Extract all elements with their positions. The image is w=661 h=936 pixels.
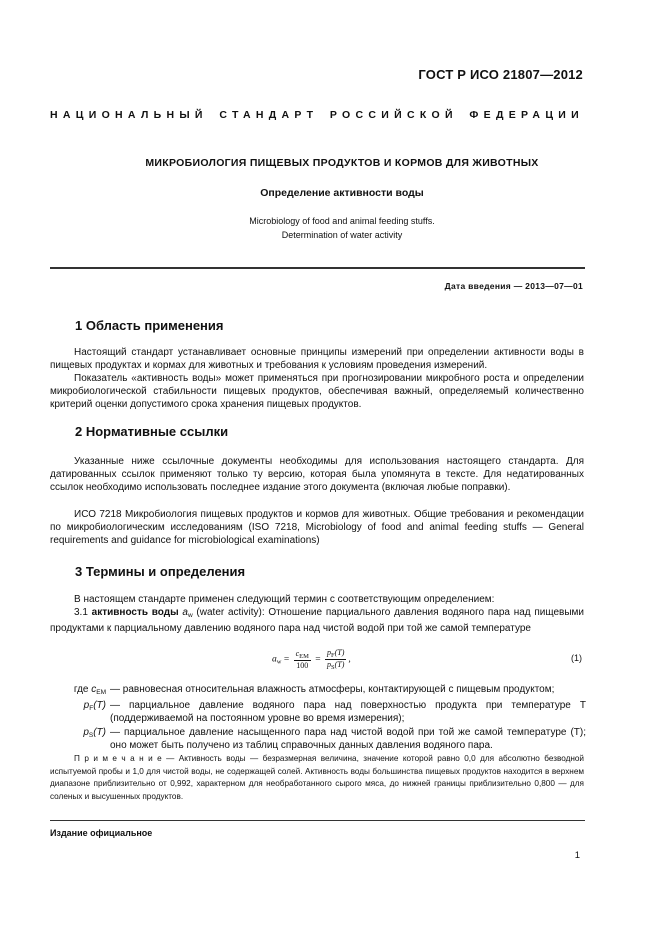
section-1-paragraph-1 [50, 346, 584, 372]
document-subtitle: Определение активности воды [260, 187, 424, 199]
banner-word: СТАНДАРТ [219, 109, 319, 121]
equation-number: (1) [571, 653, 582, 663]
section-2-paragraph-2 [50, 508, 584, 548]
eq-frac2-top-arg: (T) [334, 648, 345, 657]
paragraph-text: В настоящем стандарте применен следующий термин с соответствующим определением: [74, 594, 495, 605]
section-3-paragraph-1 [50, 593, 584, 606]
definition-symbol: где $c_{EM}$ [73, 684, 106, 696]
definition-symbol: $p_F(T)$ [83, 700, 106, 713]
term-definition-text: (water activity): Отношение парциального давления водяного пара над пищевыми продуктами к парциальному давлению водяного пара над чистой водой при той же самой температуре [50, 607, 585, 635]
eq-frac1-top-sub: EM [299, 653, 309, 660]
gost-number: ГОСТ Р ИСО 21807—2012 [418, 67, 583, 82]
official-edition-label: Издание официальное [50, 828, 153, 838]
section-2-paragraph-1 [50, 455, 584, 495]
note-paragraph [50, 753, 584, 803]
eq-frac2-top: p [326, 648, 331, 657]
eq-equals-2: = [315, 654, 321, 665]
equation-water-activity [272, 648, 351, 671]
paragraph-text: Указанные ниже ссылочные документы необходимы для использования настоящего стандарта. Для датированных ссылок применяют только ту версию, которая была упомянута в тексте. Для недатированных ссылок необходимо использовать последнее издание этого документа (включая любые поправки). [50, 456, 584, 494]
date-of-introduction: Дата введения — 2013—07—01 [444, 281, 583, 291]
term-symbol-sub: w [187, 612, 193, 619]
term-definition-3-1 [50, 606, 584, 635]
term-symbol: a [182, 607, 188, 618]
term-number: 3.1 [74, 607, 88, 618]
eq-frac1-top: c [295, 649, 300, 658]
definition-text: — парциальное давление насыщенного пара над чистой водой при той же самой температуре (T); оно может быть получено из таблиц справочных данных давления водяного пара. [110, 726, 586, 751]
eq-frac2-bottom-arg: (T) [334, 660, 345, 669]
banner-word: ФЕДЕРАЦИИ [469, 109, 584, 121]
section-2-heading: 2 Нормативные ссылки [75, 424, 229, 439]
definition-symbol: $p_S(T)$ [83, 726, 106, 739]
note-text: — Активность воды — безразмерная величина, значение которой равно 0,0 для абсолютно безводной испытуемой пробы и 1,0 для чистой воды, не содержащей солей. Активность воды большинства пищевых продуктов находится в верхнем диапазоне приблизительно от 0,992, характерном для необработанного сырого мяса, до нижней границы приблизительно 0,800 — для соленых и высушенных продуктов. [50, 754, 585, 801]
section-1-heading: 1 Область применения [75, 318, 224, 333]
eq-frac2-bottom-sub: S [330, 664, 335, 671]
english-title [50, 214, 634, 242]
definition-text: — равновесная относительная влажность атмосферы, контактирующей с пищевым продуктом; [110, 684, 555, 695]
english-title-line: Microbiology of food and animal feeding stuffs. [249, 216, 435, 226]
note-label: П р и м е ч а н и е [74, 754, 162, 763]
paragraph-text: Показатель «активность воды» может применяться при прогнозировании микробного роста и определении микробиологической стабильности пищевых продуктов, обеспечивая важный, определяемый количественно критерий оценки допустимого срока хранения пищевых продуктов. [50, 373, 584, 411]
national-standard-banner [50, 109, 584, 121]
document-title: МИКРОБИОЛОГИЯ ПИЩЕВЫХ ПРОДУКТОВ И КОРМОВ ДЛЯ ЖИВОТНЫХ [145, 157, 539, 169]
section-3-heading: 3 Термины и определения [75, 564, 246, 579]
paragraph-text: ИСО 7218 Микробиология пищевых продуктов и кормов для животных. Общие требования и рекомендации по микробиологическим исследованиям (ISO 7218, Microbiology of food and animal feeding stuffs — General requirements and guidance for microbiological examinations) [50, 509, 584, 547]
definition-row [46, 683, 586, 699]
eq-fraction-2 [325, 648, 346, 671]
page-number: 1 [574, 850, 580, 861]
eq-lhs: a [272, 654, 277, 665]
definition-text: — парциальное давление водяного пара над поверхностью продукта при температуре T (поддерживаемой на постоянном уровне во время измерения); [110, 700, 586, 725]
paragraph-text: Настоящий стандарт устанавливает основные принципы измерений при определении активности воды в пищевых продуктах и кормах для животных и требования к условиям проведения измерений. [50, 347, 584, 372]
eq-frac1-bottom: 100 [296, 661, 309, 670]
eq-equals: = [283, 654, 290, 665]
banner-word: РОССИЙСКОЙ [329, 109, 458, 121]
eq-frac2-top-sub: F [330, 652, 335, 659]
footer-divider [50, 820, 585, 821]
symbol-definitions [46, 683, 586, 752]
term-name: активность воды [91, 607, 179, 618]
header-divider [50, 267, 585, 269]
english-title-line: Determination of water activity [281, 230, 403, 240]
banner-word: НАЦИОНАЛЬНЫЙ [50, 109, 208, 121]
definition-row [46, 726, 586, 752]
eq-lhs-sub: w [276, 658, 282, 666]
eq-frac2-bottom: p [326, 660, 331, 669]
eq-fraction-1 [294, 649, 311, 670]
definition-row [46, 699, 586, 725]
section-1-paragraph-2 [50, 372, 584, 412]
eq-comma: , [348, 654, 351, 665]
